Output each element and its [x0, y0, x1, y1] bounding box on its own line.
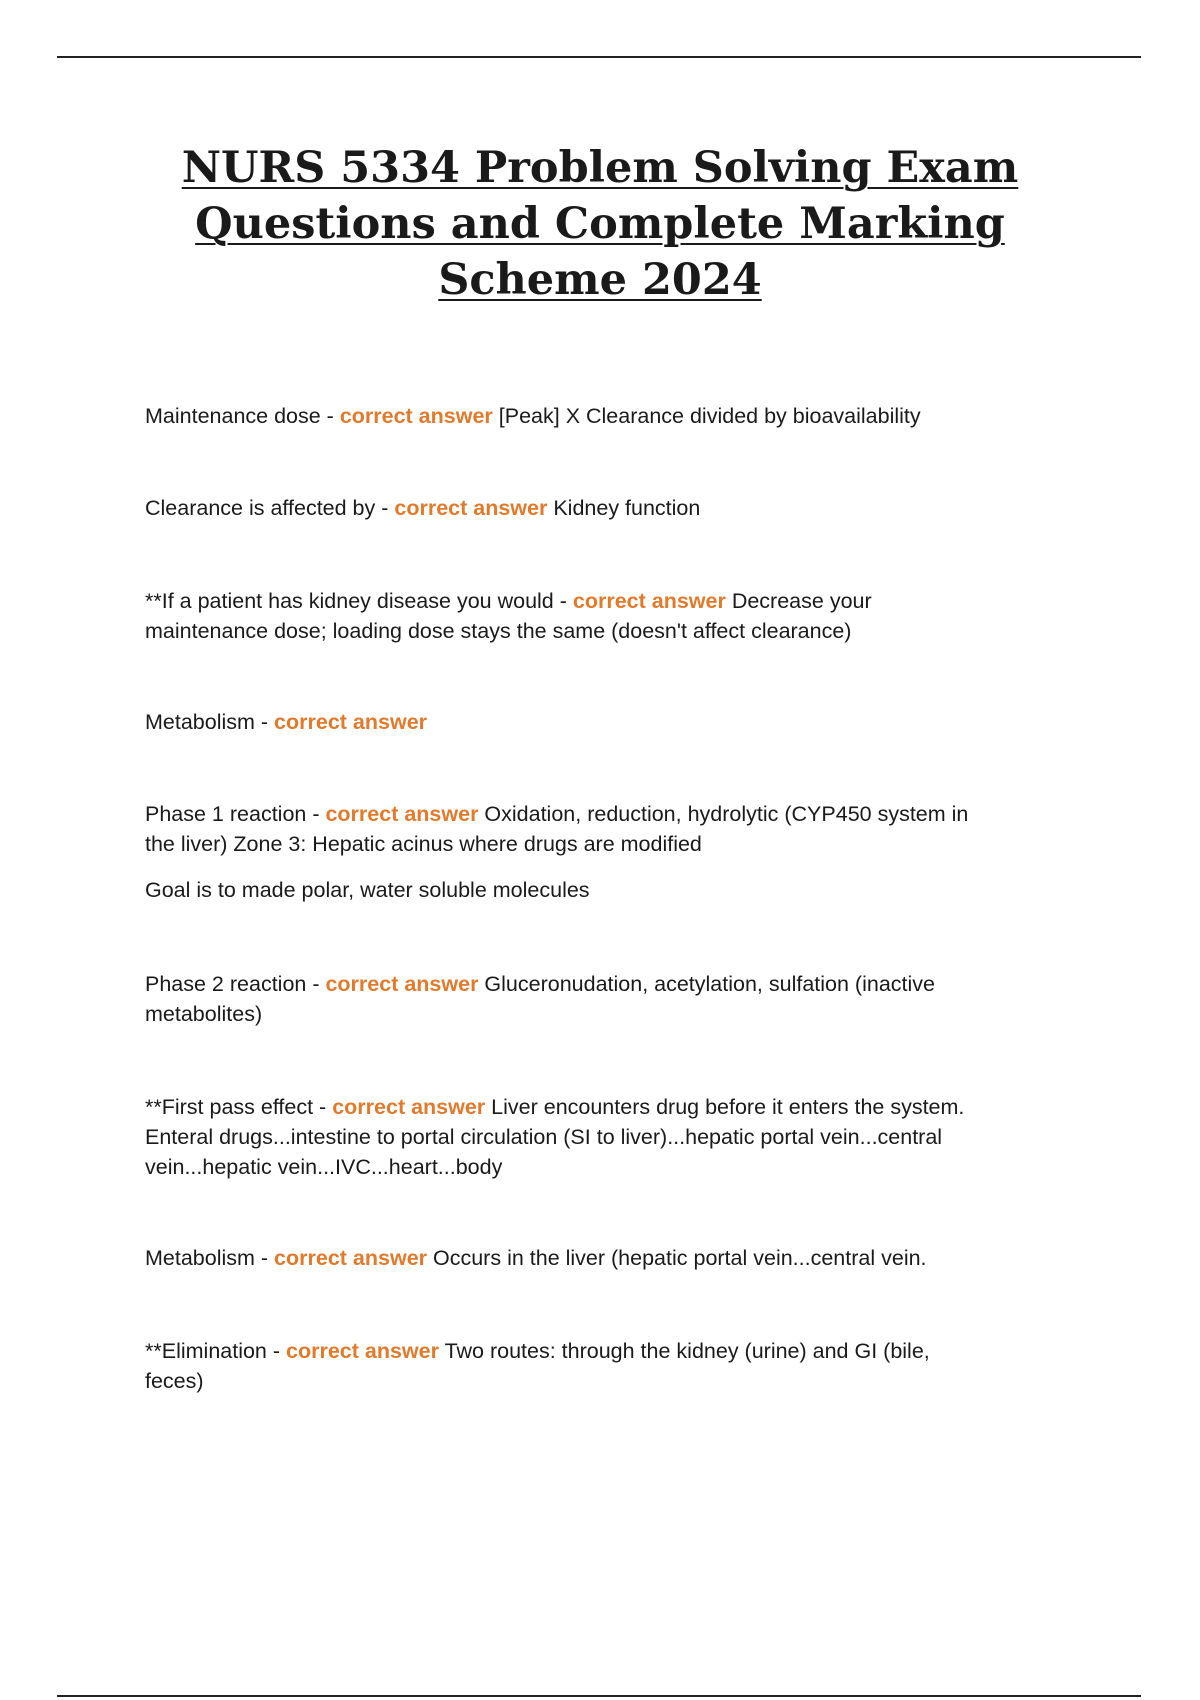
title-line: Questions and Complete Marking: [195, 199, 1005, 249]
qa-item: [145, 1336, 930, 1396]
term: Phase 1 reaction -: [145, 802, 326, 826]
qa-item: [145, 401, 921, 431]
answer-label: correct answer: [572, 589, 726, 613]
answer-text: maintenance dose; loading dose stays the same (doesn't affect clearance): [145, 619, 852, 643]
answer-text: [Peak] X Clearance divided by bioavailability: [498, 404, 921, 428]
answer-label: correct answer: [325, 972, 479, 996]
top-rule: [57, 56, 1141, 58]
answer-text: metabolites): [145, 1002, 263, 1026]
title-line: Scheme 2024: [438, 255, 762, 305]
qa-item: [145, 969, 935, 1029]
term: Metabolism -: [145, 1246, 275, 1270]
answer-text: Gluceronudation, acetylation, sulfation (inactive: [484, 972, 935, 996]
qa-item: [145, 1243, 927, 1273]
answer-text: Two routes: through the kidney (urine) and GI (bile,: [444, 1339, 930, 1363]
qa-item: [145, 707, 427, 737]
term: Maintenance dose -: [145, 404, 340, 428]
answer-label: correct answer: [325, 802, 479, 826]
answer-text: Enteral drugs...intestine to portal circulation (SI to liver)...hepatic portal vein...central: [145, 1125, 943, 1149]
answer-label: correct answer: [332, 1095, 486, 1119]
answer-text: the liver) Zone 3: Hepatic acinus where drugs are modified: [145, 832, 702, 856]
title-line: NURS 5334 Problem Solving Exam: [181, 143, 1019, 193]
term: **If a patient has kidney disease you would -: [145, 589, 573, 613]
answer-text: feces): [145, 1369, 204, 1393]
qa-item: [145, 799, 968, 905]
term: Metabolism -: [145, 710, 275, 734]
answer-text: Kidney function: [553, 496, 701, 520]
term: Clearance is affected by -: [145, 496, 395, 520]
qa-item: [145, 586, 872, 646]
term: **Elimination -: [145, 1339, 286, 1363]
qa-item: [145, 493, 700, 523]
answer-text: Occurs in the liver (hepatic portal vein...central vein.: [433, 1246, 927, 1270]
answer-text: Liver encounters drug before it enters the system.: [491, 1095, 965, 1119]
answer-label: correct answer: [394, 496, 548, 520]
answer-text: Oxidation, reduction, hydrolytic (CYP450 system in: [484, 802, 969, 826]
term: **First pass effect -: [145, 1095, 333, 1119]
answer-label: correct answer: [274, 1246, 428, 1270]
bottom-rule: [57, 1695, 1141, 1697]
document-title: [0, 140, 1200, 308]
answer-label: correct answer: [274, 710, 428, 734]
answer-label: correct answer: [339, 404, 493, 428]
answer-label: correct answer: [286, 1339, 439, 1363]
term: Phase 2 reaction -: [145, 972, 326, 996]
answer-text: Decrease your: [731, 589, 872, 613]
qa-item: [145, 1092, 964, 1182]
answer-text: vein...hepatic vein...IVC...heart...body: [145, 1155, 503, 1179]
answer-text: Goal is to made polar, water soluble molecules: [145, 878, 590, 902]
